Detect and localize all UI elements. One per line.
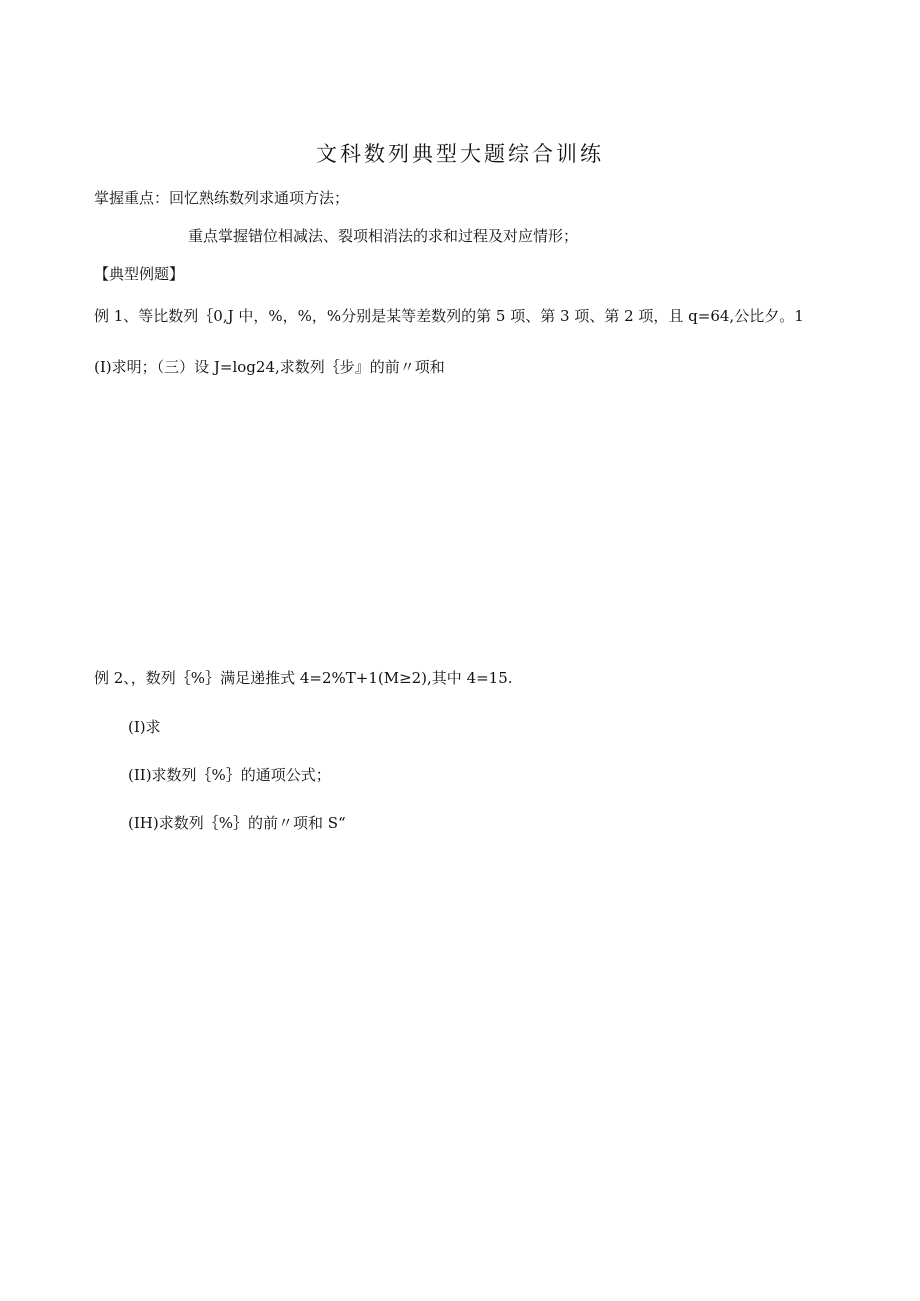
example-2-part-2: (II)求数列｛%｝的通项公式；	[128, 766, 331, 784]
example-2-statement: 例 2、，数列｛%｝满足递推式 4=2%T+1(M≥2),其中 4=15.	[94, 669, 513, 687]
example-1-questions: (I)求明；（三）设 J=log24,求数列｛步』的前〃项和	[94, 358, 445, 376]
example-2-part-3: (IH)求数列｛%｝的前〃项和 S“	[128, 814, 346, 832]
example-1-statement: 例 1、等比数列｛0,J 中，%，%，%分别是某等差数列的第 5 项、第 3 项、第 2 项，且 q=64,公比夕。1	[94, 307, 804, 325]
example-2-part-1: (I)求	[128, 718, 161, 736]
page-title: 文科数列典型大题综合训练	[316, 142, 604, 166]
key-points-line-1: 掌握重点：回忆熟练数列求通项方法；	[94, 189, 350, 207]
section-header: 【典型例题】	[94, 265, 185, 283]
key-points-line-2: 重点掌握错位相减法、裂项相消法的求和过程及对应情形；	[188, 227, 579, 245]
